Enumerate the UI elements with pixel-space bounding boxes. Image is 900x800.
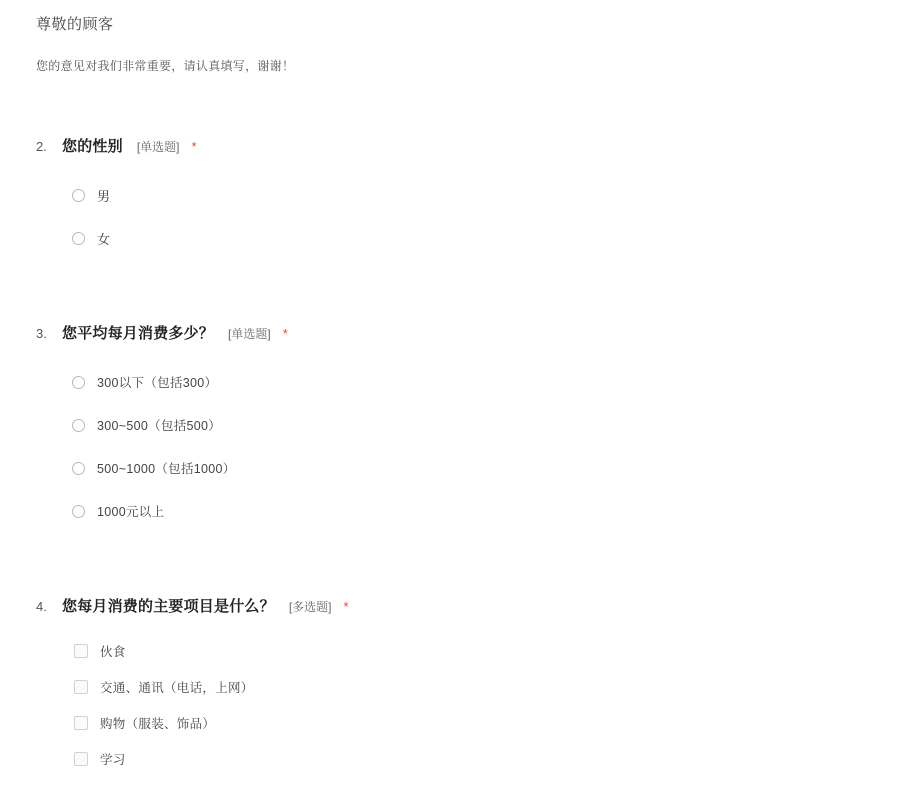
option-row[interactable] [72, 180, 880, 210]
option-row[interactable] [74, 710, 880, 736]
required-marker: * [282, 326, 288, 341]
page-title: 尊敬的顾客 [36, 16, 114, 33]
question-title: 您的性别 [62, 138, 123, 155]
question-block-3 [36, 322, 880, 539]
required-marker: * [191, 139, 197, 154]
radio-icon[interactable] [72, 419, 85, 432]
radio-icon[interactable] [72, 376, 85, 389]
option-row[interactable] [72, 367, 880, 397]
checkbox-icon[interactable] [74, 716, 88, 730]
option-row[interactable] [74, 674, 880, 700]
option-label: 学习 [100, 753, 126, 767]
question-type-label: [多选题] [288, 600, 332, 614]
question-header [36, 135, 880, 156]
radio-icon[interactable] [72, 505, 85, 518]
checkbox-icon[interactable] [74, 644, 88, 658]
question-index: 2. [36, 139, 47, 154]
option-row[interactable] [72, 223, 880, 253]
question-block-4 [36, 595, 880, 782]
question-title: 您每月消费的主要项目是什么？ [62, 598, 275, 615]
options-list [36, 180, 880, 253]
question-type-label: [单选题] [136, 140, 180, 154]
radio-icon[interactable] [72, 462, 85, 475]
question-header [36, 322, 880, 343]
question-type-label: [单选题] [228, 327, 271, 341]
question-header [36, 595, 880, 616]
option-label: 300~500（包括500） [97, 419, 222, 433]
radio-icon[interactable] [72, 189, 85, 202]
option-label: 购物（服装、饰品） [100, 717, 216, 731]
question-index: 4. [36, 599, 47, 614]
question-block-2 [36, 135, 880, 266]
checkbox-icon[interactable] [74, 752, 88, 766]
option-label: 女 [97, 231, 111, 247]
required-marker: * [343, 599, 349, 614]
question-index: 3. [36, 326, 47, 341]
options-list [36, 367, 880, 526]
option-label: 伙食 [100, 645, 126, 659]
option-row[interactable] [72, 410, 880, 440]
option-row[interactable] [72, 453, 880, 483]
question-title: 您平均每月消费多少？ [62, 325, 215, 342]
option-row[interactable] [74, 638, 880, 664]
option-label: 300以下（包括300） [97, 376, 218, 390]
options-list [36, 638, 880, 772]
option-label: 1000元以上 [97, 505, 165, 519]
survey-description: 您的意见对我们非常重要，请认真填写，谢谢！ [36, 59, 295, 73]
option-label: 500~1000（包括1000） [97, 462, 236, 476]
option-row[interactable] [74, 746, 880, 772]
radio-icon[interactable] [72, 232, 85, 245]
checkbox-icon[interactable] [74, 680, 88, 694]
option-label: 男 [97, 188, 111, 204]
option-row[interactable] [72, 496, 880, 526]
option-label: 交通、通讯（电话，上网） [100, 681, 254, 695]
